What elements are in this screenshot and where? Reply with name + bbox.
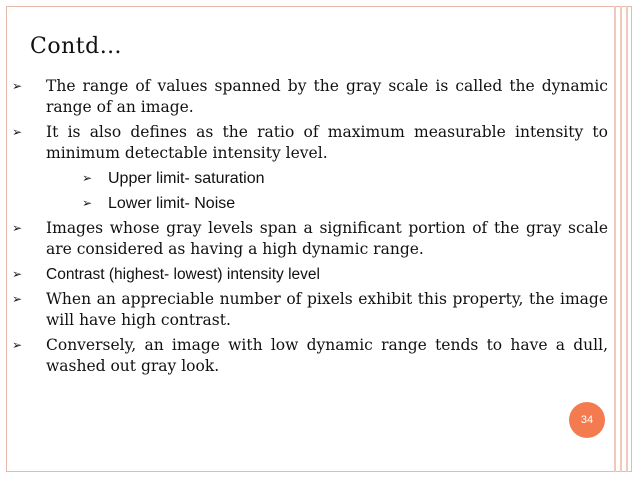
- bullet-list: [12, 76, 608, 381]
- bullet-item: [12, 335, 608, 377]
- slide-title: Contd…: [30, 34, 123, 59]
- bullet-item: [12, 122, 608, 164]
- sub-bullet-text: Lower limit- Noise: [108, 195, 236, 212]
- bullet-text: The range of values spanned by the gray scale is called the dynamic range of an image.: [46, 77, 608, 116]
- sub-bullet-item: [12, 193, 608, 214]
- arrowhead-bullet-icon: ➢: [12, 338, 23, 352]
- bullet-text: Images whose gray levels span a significant portion of the gray scale are considered as having a high dynamic range.: [46, 219, 608, 258]
- bullet-item: [12, 289, 608, 331]
- arrowhead-bullet-icon: ➢: [12, 292, 23, 306]
- page-number-badge: 34: [569, 402, 605, 438]
- arrowhead-bullet-icon: ➢: [12, 267, 23, 281]
- sub-bullet-item: [12, 168, 608, 189]
- arrowhead-bullet-icon: ➢: [82, 171, 93, 185]
- arrowhead-bullet-icon: ➢: [12, 221, 23, 235]
- bullet-text: When an appreciable number of pixels exhibit this property, the image will have high contrast.: [46, 290, 608, 329]
- bullet-item: [12, 264, 608, 285]
- arrowhead-bullet-icon: ➢: [12, 125, 23, 139]
- decorative-stripe: [614, 6, 616, 472]
- decorative-stripe: [620, 6, 622, 472]
- bullet-text: Conversely, an image with low dynamic range tends to have a dull, washed out gray look.: [46, 336, 608, 375]
- bullet-text: It is also defines as the ratio of maximum measurable intensity to minimum detectable intensity level.: [46, 123, 608, 162]
- bullet-item: [12, 218, 608, 260]
- arrowhead-bullet-icon: ➢: [82, 196, 93, 210]
- bullet-item: [12, 76, 608, 118]
- bullet-text: Contrast (highest- lowest) intensity level: [46, 266, 320, 283]
- sub-bullet-text: Upper limit- saturation: [108, 170, 265, 187]
- decorative-stripe: [626, 6, 628, 472]
- arrowhead-bullet-icon: ➢: [12, 79, 23, 93]
